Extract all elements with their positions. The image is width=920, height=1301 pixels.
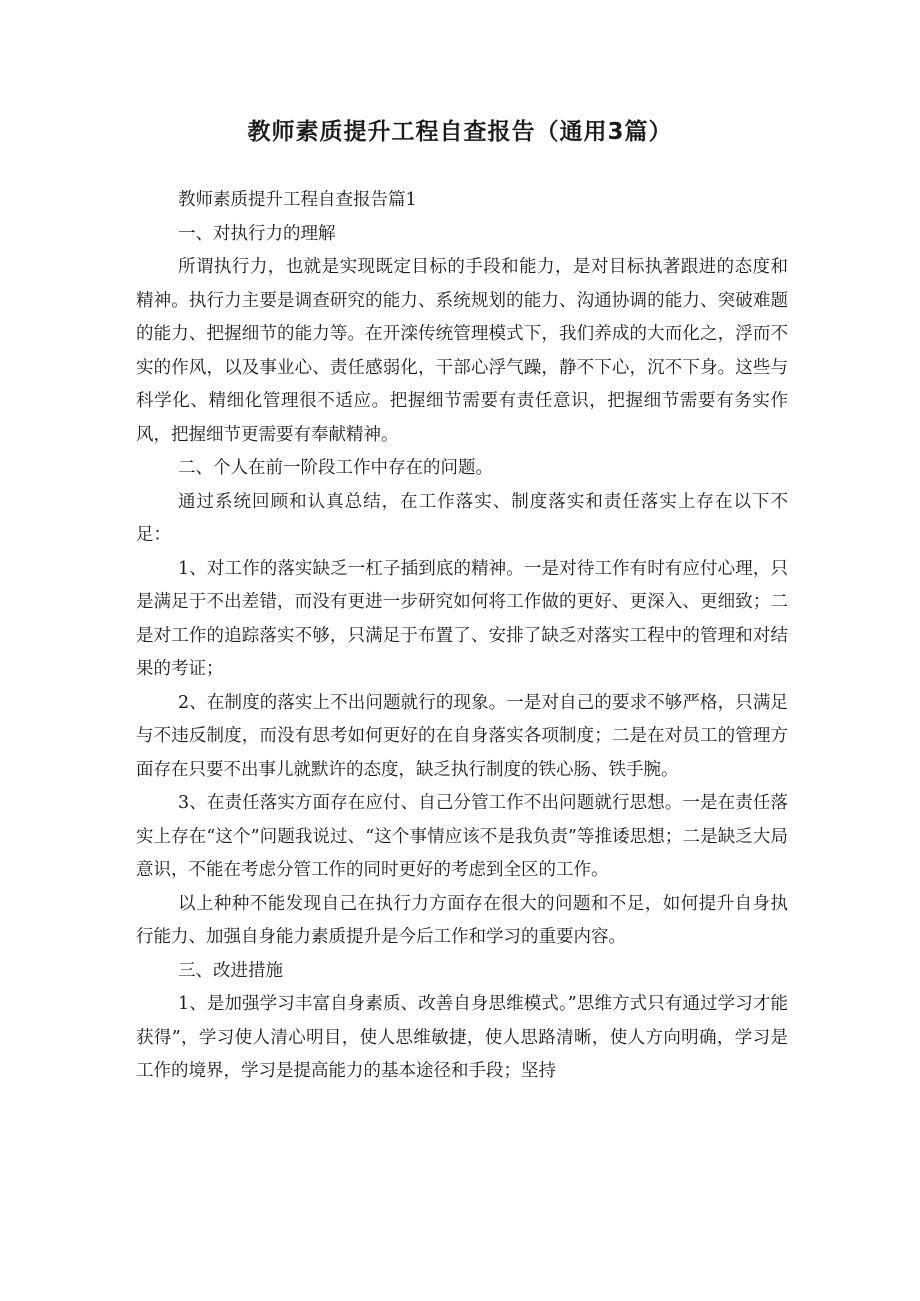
document-title: 教师素质提升工程自查报告（通用3篇） [247, 119, 673, 145]
body-paragraph: 1、是加强学习丰富自身素质、改善自身思维模式。”思维方式只有通过学习才能获得”，学习使人清心明目，使人思维敏捷，使人思路清晰，使人方向明确，学习是工作的境界，学习是提高能力的基本途径和手段；坚持 [136, 994, 788, 1081]
body-paragraph: 以上种种不能发现自己在执行力方面存在很大的问题和不足，如何提升自身执行能力、加强自身能力素质提升是今后工作和学习的重要内容。 [136, 893, 788, 947]
section-heading-problems: 二、个人在前一阶段工作中存在的问题。 [178, 458, 493, 478]
body-paragraph: 所谓执行力，也就是实现既定目标的手段和能力，是对目标执著跟进的态度和精神。执行力主要是调查研究的能力、系统规划的能力、沟通协调的能力、突破难题的能力、把握细节的能力等。在开滦传统管理模式下，我们养成的大而化之，浮而不实的作风，以及事业心、责任感弱化，干部心浮气躁，静不下心，沉不下身。这些与科学化、精细化管理很不适应。把握细节需要有责任意识，把握细节需要有务实作风，把握细节更需要有奉献精神。 [136, 257, 788, 445]
section-heading-measures: 三、改进措施 [178, 960, 283, 981]
document-body [136, 184, 788, 1089]
section-heading-understanding: 一、对执行力的理解 [178, 223, 336, 244]
body-paragraph: 1、对工作的落实缺乏一杠子插到底的精神。一是对待工作有时有应付心理，只是满足于不出差错，而没有更进一步研究如何将工作做的更好、更深入、更细致；二是对工作的追踪落实不够，只满足于布置了、安排了缺乏对落实工程中的管理和对结果的考证； [136, 558, 788, 679]
body-paragraph: 2、在制度的落实上不出问题就行的现象。一是对自己的要求不够严格，只满足与不违反制度，而没有思考如何更好的在自身落实各项制度；二是在对员工的管理方面存在只要不出事儿就默许的态度，缺乏执行制度的铁心肠、铁手腕。 [136, 692, 788, 780]
body-paragraph: 通过系统回顾和认真总结，在工作落实、制度落实和责任落实上存在以下不足： [136, 491, 788, 545]
section-heading-article-1: 教师素质提升工程自查报告篇1 [178, 190, 417, 210]
body-paragraph: 3、在责任落实方面存在应付、自己分管工作不出问题就行思想。一是在责任落实上存在“这个”问题我说过、“这个事情应该不是我负责”等推诿思想；二是缺乏大局意识，不能在考虑分管工作的同时更好的考虑到全区的工作。 [136, 793, 788, 880]
